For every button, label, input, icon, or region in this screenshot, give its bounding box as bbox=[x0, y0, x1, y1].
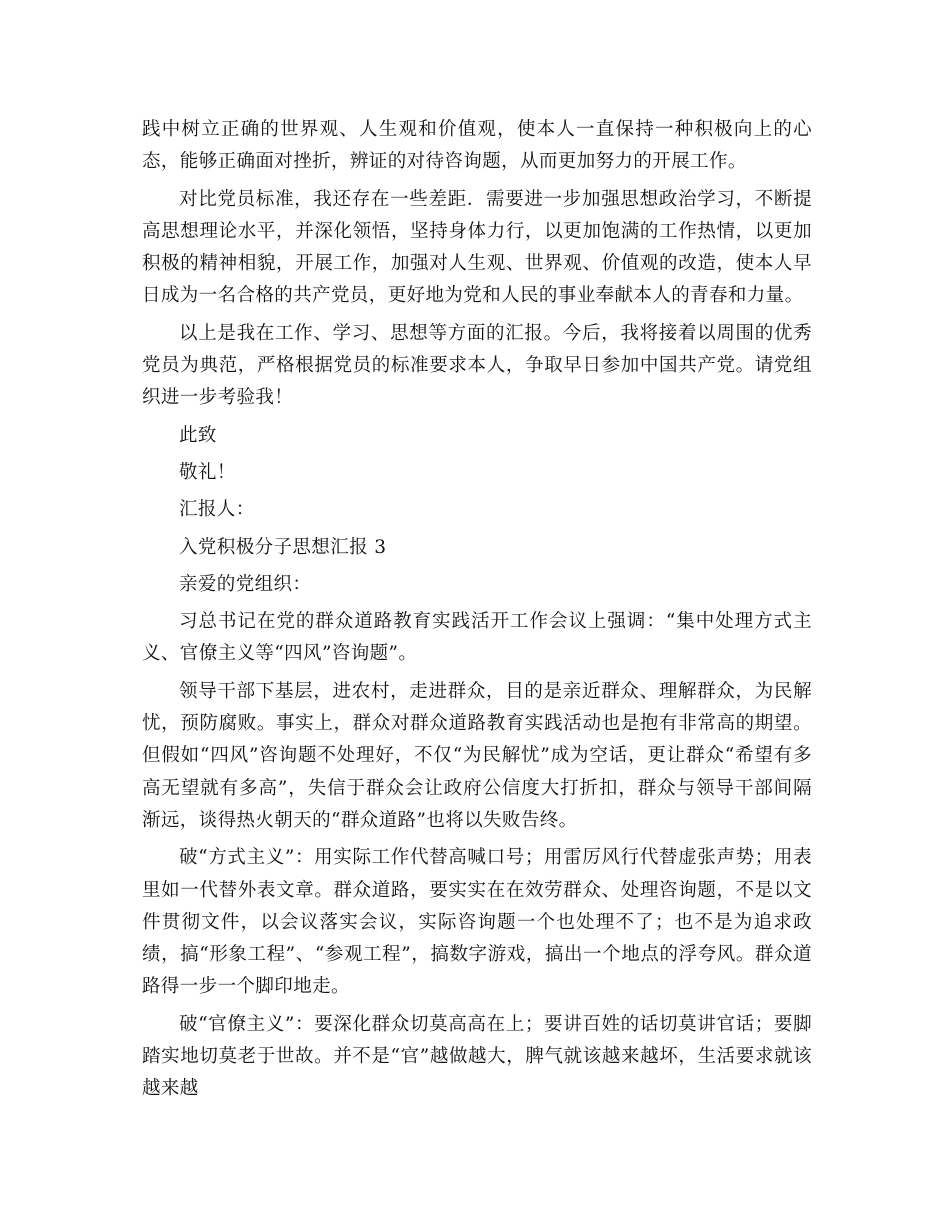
paragraph: 以上是我在工作、学习、思想等方面的汇报。今后，我将接着以周围的优秀党员为典范，严格根据党员的标准要求本人，争取早日参加中国共产党。请党组织进一步考验我！ bbox=[142, 322, 812, 409]
paragraph: 领导干部下基层，进农村，走进群众，目的是亲近群众、理解群众，为民解忧，预防腐败。事实上，群众对群众道路教育实践活动也是抱有非常高的期望。但假如“四风”咨询题不处理好，不仅“为民解忧”成为空话，更让群众“希望有多高无望就有多高”，失信于群众会让政府公信度大打折扣，群众与领导干部间隔渐远，谈得热火朝天的“群众道路”也将以失败告终。 bbox=[142, 680, 812, 831]
greeting: 亲爱的党组织： bbox=[179, 573, 312, 595]
closing-salutation: 此致 bbox=[179, 424, 217, 446]
document-body bbox=[142, 114, 812, 1106]
section-title: 入党积极分子思想汇报 3 bbox=[179, 536, 387, 558]
paragraph: 践中树立正确的世界观、人生观和价值观，使本人一直保持一种积极向上的心态，能够正确面对挫折，辨证的对待咨询题，从而更加努力的开展工作。 bbox=[142, 119, 812, 173]
closing-respect: 敬礼！ bbox=[179, 461, 236, 483]
reporter-label: 汇报人： bbox=[179, 499, 255, 521]
paragraph: 破“官僚主义”：要深化群众切莫高高在上；要讲百姓的话切莫讲官话；要脚踏实地切莫老于世故。并不是“官”越做越大，脾气就该越来越坏，生活要求就该越来越 bbox=[142, 1013, 812, 1100]
paragraph: 对比党员标准，我还存在一些差距．需要进一步加强思想政治学习，不断提高思想理论水平，并深化领悟，坚持身体力行，以更加饱满的工作热情，以更加积极的精神相貌，开展工作，加强对人生观、世界观、价值观的改造，使本人早日成为一名合格的共产党员，更好地为党和人民的事业奉献本人的青春和力量。 bbox=[142, 188, 812, 307]
paragraph: 习总书记在党的群众道路教育实践活开工作会议上强调：“集中处理方式主义、官僚主义等“四风”咨询题”。 bbox=[142, 611, 812, 665]
paragraph: 破“方式主义”：用实际工作代替高喊口号；用雷厉风行代替虚张声势；用表里如一代替外表文章。群众道路，要实实在在效劳群众、处理咨询题，不是以文件贯彻文件，以会议落实会议，实际咨询题一个也处理不了；也不是为追求政绩，搞“形象工程”、“参观工程”，搞数字游戏，搞出一个地点的浮夸风。群众道路得一步一个脚印地走。 bbox=[142, 847, 812, 998]
